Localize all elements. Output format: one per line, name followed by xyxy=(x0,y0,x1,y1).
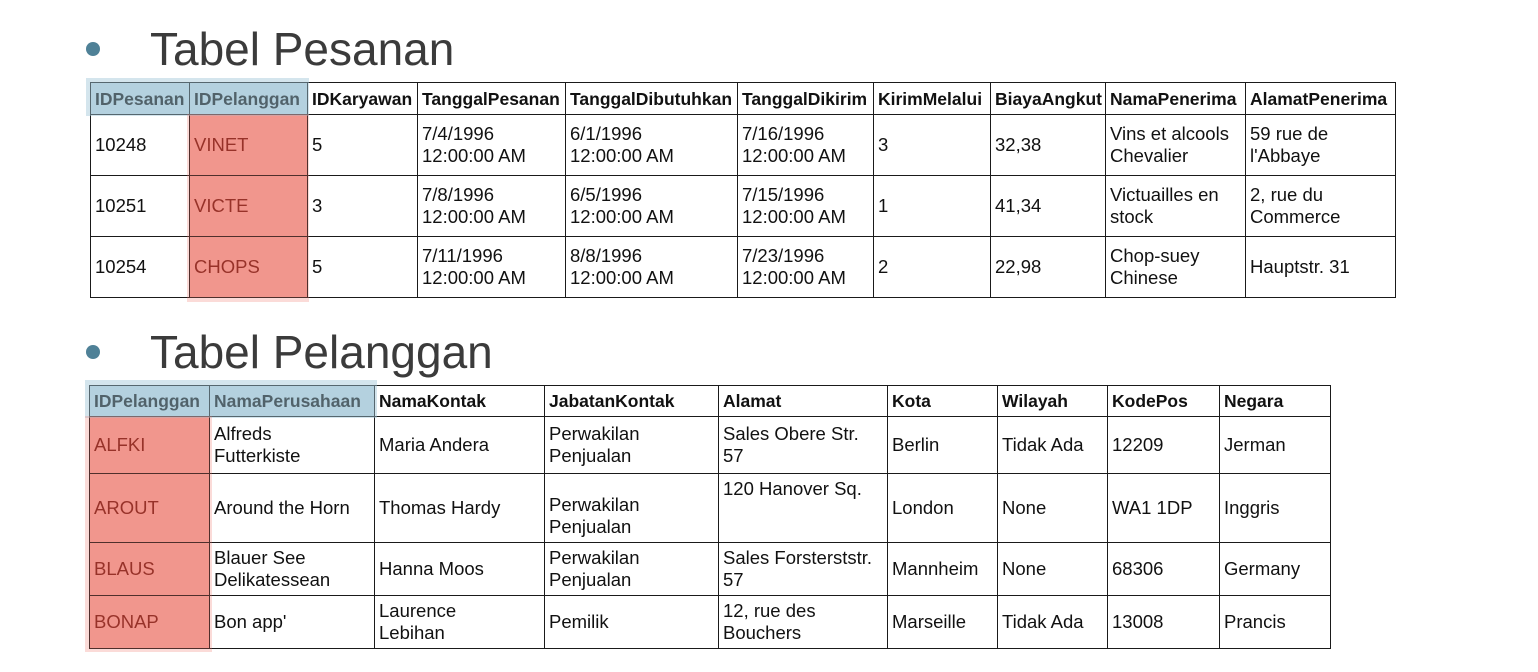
column-header: Alamat xyxy=(719,386,888,417)
table-cell: 41,34 xyxy=(991,176,1106,237)
table-cell: Around the Horn xyxy=(210,474,375,543)
column-header: TanggalDikirim xyxy=(738,83,874,115)
table-cell: Hanna Moos xyxy=(375,543,545,596)
foreign-key-cell: VICTE xyxy=(190,176,308,237)
table-row xyxy=(90,417,1331,474)
column-header: KirimMelalui xyxy=(874,83,991,115)
table-cell: 3 xyxy=(874,115,991,176)
bullet-icon xyxy=(86,345,100,359)
primary-key-cell: AROUT xyxy=(90,474,210,543)
table-cell: 2, rue du Commerce xyxy=(1246,176,1396,237)
orders-header-row xyxy=(91,83,1396,115)
table-cell: London xyxy=(888,474,998,543)
table-cell: Maria Andera xyxy=(375,417,545,474)
column-header: TanggalPesanan xyxy=(418,83,566,115)
column-header: AlamatPenerima xyxy=(1246,83,1396,115)
customers-title-text: Tabel Pelanggan xyxy=(150,326,493,378)
table-cell: 5 xyxy=(308,237,418,298)
table-cell: 7/16/1996 12:00:00 AM xyxy=(738,115,874,176)
column-header: BiayaAngkut xyxy=(991,83,1106,115)
column-header: Kota xyxy=(888,386,998,417)
table-cell: 10248 xyxy=(91,115,190,176)
table-cell: 10254 xyxy=(91,237,190,298)
table-cell: Sales Forsterststr. 57 xyxy=(719,543,888,596)
table-row xyxy=(91,176,1396,237)
table-cell: 2 xyxy=(874,237,991,298)
table-cell: 5 xyxy=(308,115,418,176)
table-cell: Bon app' xyxy=(210,596,375,649)
foreign-key-cell: CHOPS xyxy=(190,237,308,298)
table-cell: Germany xyxy=(1220,543,1331,596)
table-cell: Berlin xyxy=(888,417,998,474)
table-cell: 7/23/1996 12:00:00 AM xyxy=(738,237,874,298)
table-cell: 12, rue des Bouchers xyxy=(719,596,888,649)
column-header: Negara xyxy=(1220,386,1331,417)
orders-section-title xyxy=(82,22,454,76)
table-cell: 3 xyxy=(308,176,418,237)
bullet-icon xyxy=(86,42,100,56)
table-cell: Perwakilan Penjualan xyxy=(545,417,719,474)
column-header: IDPesanan xyxy=(91,83,190,115)
table-cell: Laurence Lebihan xyxy=(375,596,545,649)
column-header: NamaPenerima xyxy=(1106,83,1246,115)
column-header: Wilayah xyxy=(998,386,1108,417)
table-cell: Marseille xyxy=(888,596,998,649)
primary-key-cell: BLAUS xyxy=(90,543,210,596)
column-header: KodePos xyxy=(1108,386,1220,417)
customers-header-row xyxy=(90,386,1331,417)
table-cell: Perwakilan Penjualan xyxy=(545,474,719,543)
orders-title-text: Tabel Pesanan xyxy=(150,23,455,75)
table-cell: 8/8/1996 12:00:00 AM xyxy=(566,237,738,298)
table-row xyxy=(91,237,1396,298)
table-cell: 120 Hanover Sq. xyxy=(719,474,888,543)
column-header: IDPelanggan xyxy=(90,386,210,417)
table-cell: WA1 1DP xyxy=(1108,474,1220,543)
table-cell: 32,38 xyxy=(991,115,1106,176)
table-cell: 68306 xyxy=(1108,543,1220,596)
table-cell: Victuailles en stock xyxy=(1106,176,1246,237)
customers-table xyxy=(89,385,1331,649)
table-cell: Thomas Hardy xyxy=(375,474,545,543)
table-cell: 22,98 xyxy=(991,237,1106,298)
table-cell: Alfreds Futterkiste xyxy=(210,417,375,474)
column-header: IDKaryawan xyxy=(308,83,418,115)
table-cell: Sales Obere Str. 57 xyxy=(719,417,888,474)
table-row xyxy=(90,543,1331,596)
primary-key-cell: ALFKI xyxy=(90,417,210,474)
table-cell: Vins et alcools Chevalier xyxy=(1106,115,1246,176)
table-row xyxy=(90,596,1331,649)
table-cell: 7/15/1996 12:00:00 AM xyxy=(738,176,874,237)
table-cell: 12209 xyxy=(1108,417,1220,474)
table-cell: Jerman xyxy=(1220,417,1331,474)
table-cell: 7/8/1996 12:00:00 AM xyxy=(418,176,566,237)
table-cell: 59 rue de l'Abbaye xyxy=(1246,115,1396,176)
column-header: IDPelanggan xyxy=(190,83,308,115)
orders-table xyxy=(90,82,1396,298)
column-header: NamaPerusahaan xyxy=(210,386,375,417)
table-cell: None xyxy=(998,474,1108,543)
table-cell: 7/4/1996 12:00:00 AM xyxy=(418,115,566,176)
table-cell: Tidak Ada xyxy=(998,596,1108,649)
table-cell: 6/5/1996 12:00:00 AM xyxy=(566,176,738,237)
table-cell: None xyxy=(998,543,1108,596)
table-cell: 10251 xyxy=(91,176,190,237)
foreign-key-cell: VINET xyxy=(190,115,308,176)
table-cell: Mannheim xyxy=(888,543,998,596)
table-cell: 6/1/1996 12:00:00 AM xyxy=(566,115,738,176)
column-header: NamaKontak xyxy=(375,386,545,417)
primary-key-cell: BONAP xyxy=(90,596,210,649)
table-cell: Pemilik xyxy=(545,596,719,649)
table-row xyxy=(91,115,1396,176)
table-cell: Perwakilan Penjualan xyxy=(545,543,719,596)
table-cell: 13008 xyxy=(1108,596,1220,649)
table-cell: Blauer See Delikatessean xyxy=(210,543,375,596)
column-header: TanggalDibutuhkan xyxy=(566,83,738,115)
table-cell: Tidak Ada xyxy=(998,417,1108,474)
table-cell: Prancis xyxy=(1220,596,1331,649)
column-header: JabatanKontak xyxy=(545,386,719,417)
table-row xyxy=(90,474,1331,543)
table-cell: 1 xyxy=(874,176,991,237)
table-cell: Hauptstr. 31 xyxy=(1246,237,1396,298)
table-cell: Chop-suey Chinese xyxy=(1106,237,1246,298)
table-cell: 7/11/1996 12:00:00 AM xyxy=(418,237,566,298)
table-cell: Inggris xyxy=(1220,474,1331,543)
customers-section-title xyxy=(82,325,493,379)
